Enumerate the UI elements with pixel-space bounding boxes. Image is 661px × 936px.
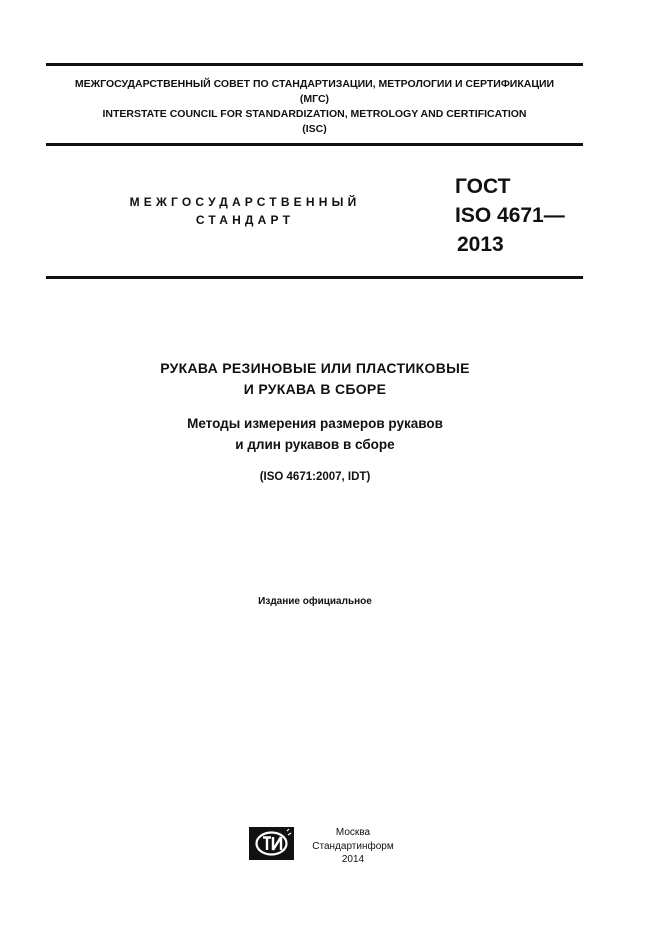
designation-gost: ГОСТ bbox=[455, 175, 511, 198]
council-abbr-en: (ISC) bbox=[302, 123, 327, 135]
edition-note: Издание официальное bbox=[258, 596, 372, 607]
designation-number: ISO 4671— bbox=[455, 204, 565, 227]
title-main-line1: РУКАВА РЕЗИНОВЫЕ ИЛИ ПЛАСТИКОВЫЕ bbox=[160, 360, 470, 376]
council-abbr-ru: (МГС) bbox=[299, 93, 330, 105]
council-name-ru: МЕЖГОСУДАРСТВЕННЫЙ СОВЕТ ПО СТАНДАРТИЗАЦИИ, МЕТРОЛОГИИ И СЕРТИФИКАЦИИ bbox=[74, 78, 555, 90]
publisher-name: Стандартинформ bbox=[312, 840, 394, 852]
title-main bbox=[100, 358, 530, 400]
title-main-line2: И РУКАВА В СБОРЕ bbox=[243, 381, 387, 397]
standard-type-line1: МЕЖГОСУДАРСТВЕННЫЙ bbox=[129, 195, 361, 209]
publisher-city: Москва bbox=[335, 827, 371, 838]
bottom-rule bbox=[46, 276, 583, 279]
standard-type bbox=[110, 193, 380, 229]
publisher-info bbox=[298, 826, 408, 867]
designation-year: 2013 bbox=[457, 233, 504, 256]
standartinform-logo-icon bbox=[249, 827, 294, 860]
title-sub-line1: Методы измерения размеров рукавов bbox=[187, 416, 443, 431]
document-title bbox=[100, 358, 530, 485]
iso-reference: (ISO 4671:2007, IDT) bbox=[259, 471, 371, 483]
middle-rule bbox=[46, 143, 583, 146]
title-subtitle bbox=[100, 413, 530, 455]
standard-designation bbox=[455, 172, 565, 259]
top-rule bbox=[46, 63, 583, 66]
publisher-year: 2014 bbox=[341, 854, 365, 865]
standard-type-line2: СТАНДАРТ bbox=[195, 213, 295, 227]
council-header bbox=[46, 77, 583, 137]
title-sub-line2: и длин рукавов в сборе bbox=[235, 437, 395, 452]
council-name-en: INTERSTATE COUNCIL FOR STANDARDIZATION, METROLOGY AND CERTIFICATION bbox=[102, 108, 527, 120]
